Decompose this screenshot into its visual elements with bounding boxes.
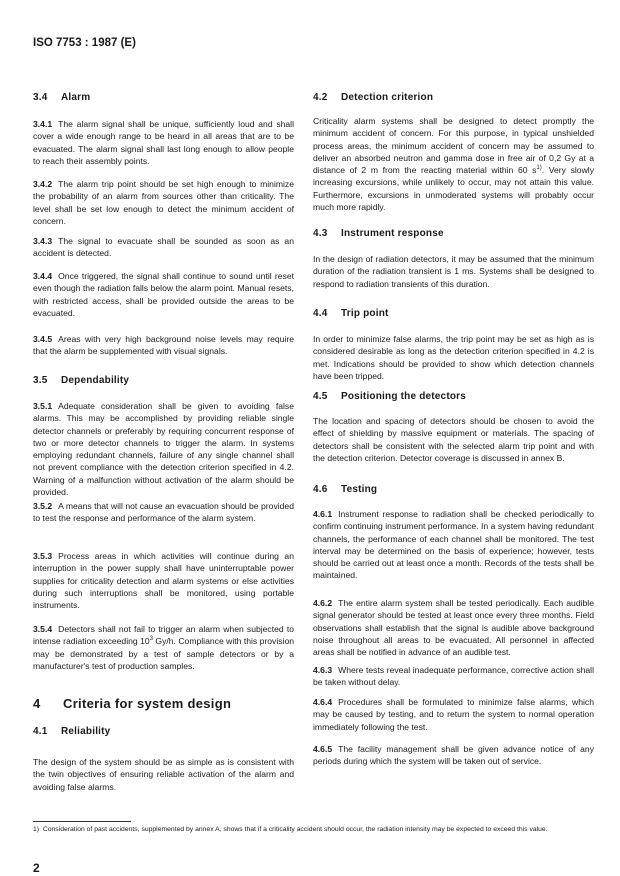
section-heading-4-1 [33, 726, 110, 737]
clause-number: 3.4.4 [33, 271, 53, 281]
section-number: 4.3 [313, 228, 328, 239]
clause-text: Where tests reveal inadequate performance, corrective action shall be taken without delay. [313, 665, 594, 688]
clause-text: Adequate consideration shall be given to avoiding false alarms. This may be accomplished by providing reliable single detector channels or preferably by requiring concurrent response of two or more detector channels to trigger the alarm. In systems employing redundant channels, failure of any single channel shall not prevent compliance with the detection criterion specified in 4.2. Warning of a malfunction without activation of the alarm should be provided. [33, 401, 294, 498]
clause-text: Process areas in which activities will continue during an interruption in the power supply shall have uninterruptable power supplies for criticality detection and alarm systems or else activities during such interruptions shall be monitored, using portable instruments. [33, 551, 294, 611]
page-number: 2 [33, 861, 40, 875]
paragraph-3-4-4 [33, 270, 294, 319]
clause-number: 3.5.1 [33, 401, 53, 411]
footnote-divider [33, 821, 131, 822]
section-number: 4.5 [313, 391, 328, 402]
section-number: 4.2 [313, 92, 328, 103]
clause-text: The facility management shall be given advance notice of any periods during which the system will be taken out of service. [313, 744, 594, 767]
section-title: Criteria for system design [63, 696, 232, 711]
section-heading-3-5 [33, 375, 129, 386]
clause-text: Instrument response to radiation shall be checked periodically to confirm continuing instrument performance. In a system having redundant channels, the performance of each channel shall be monitored. The test interval may be determined on the basis of experience; however, tests should be carried out at least once a month. Records of the tests shall be maintained. [313, 509, 594, 581]
section-heading-4-6 [313, 484, 377, 495]
paragraph-4-6-5 [313, 743, 594, 768]
clause-number: 4.6.5 [313, 744, 333, 754]
clause-text: Once triggered, the signal shall continue to sound until reset even though the radiation falls below the alarm point. Manual resets, with restricted access, shall be provided outside the areas to be evacuated. [33, 271, 294, 318]
paragraph-3-5-1 [33, 400, 294, 498]
section-heading-4-5 [313, 391, 466, 402]
clause-number: 3.4.5 [33, 334, 53, 344]
section-title: Detection criterion [341, 92, 434, 103]
section-number: 3.5 [33, 375, 48, 386]
clause-text: The location and spacing of detectors should be chosen to avoid the effect of shielding by massive equipment or materials. The spacing of detectors shall be consistent with the selected alarm trip point and with the detection criterion. Detector coverage is discussed in annex B. [313, 416, 594, 463]
section-heading-3-4 [33, 92, 90, 103]
clause-number: 3.4.1 [33, 119, 53, 129]
clause-number: 4.6.2 [313, 598, 333, 608]
section-number: 4.1 [33, 726, 48, 737]
chapter-heading-4 [33, 696, 231, 711]
clause-text: A means that will not cause an evacuation should be provided to test the response and performance of the alarm system. [33, 501, 294, 524]
clause-text: Detectors shall not fail to trigger an alarm when subjected to intense radiation exceeding 10 [33, 624, 294, 647]
section-title: Dependability [61, 375, 130, 386]
clause-number: 3.4.2 [33, 179, 53, 189]
paragraph-4-5 [313, 415, 594, 464]
clause-text: The signal to evacuate shall be sounded as soon as an accident is detected. [33, 236, 294, 259]
clause-number: 3.4.3 [33, 236, 53, 246]
section-number: 4.6 [313, 484, 328, 495]
superscript: 3 [149, 636, 153, 643]
clause-number: 3.5.3 [33, 551, 53, 561]
clause-text: The entire alarm system shall be tested periodically. Each audible signal generator should be tested at least once every three months. Field observations shall establish that the signal is audible above background noise throughout all areas to be evacuated. All personnel in affected areas shall be notified in advance of an audible test. [313, 598, 594, 658]
clause-text: Gy/h. Compliance with this provision may be demonstrated by a test of sample detectors or by a manufacturer's test of production samples. [33, 636, 295, 671]
section-heading-4-2 [313, 92, 433, 103]
paragraph-3-4-3 [33, 235, 294, 260]
paragraph-4-6-2 [313, 597, 594, 658]
footnote-mark: 1) [33, 826, 40, 833]
section-heading-4-4 [313, 308, 389, 319]
document-header: ISO 7753 : 1987 (E) [33, 37, 136, 49]
paragraph-3-5-3 [33, 550, 294, 611]
clause-number: 3.5.4 [33, 624, 53, 634]
paragraph-3-4-5 [33, 333, 294, 358]
paragraph-4-6-4 [313, 696, 594, 733]
footnote-reference: 1) [536, 165, 542, 172]
paragraph-4-4 [313, 333, 594, 382]
section-number: 4 [33, 696, 41, 711]
paragraph-4-6-1 [313, 508, 594, 582]
clause-text: Procedures shall be formulated to minimize false alarms, which may be caused by testing, and to return the system to normal operation immediately following the test. [313, 697, 594, 732]
section-title: Alarm [61, 92, 91, 103]
paragraph-4-2 [313, 115, 594, 213]
paragraph-3-5-4 [33, 623, 294, 672]
clause-number: 4.6.4 [313, 697, 333, 707]
clause-number: 4.6.1 [313, 509, 333, 519]
section-title: Testing [341, 484, 378, 495]
footnote-text: Consideration of past accidents, supplemented by annex A, shows that if a criticality accident should occur, the radiation intensity may be expected to exceed this value. [42, 826, 548, 833]
paragraph-4-6-3 [313, 664, 594, 689]
clause-number: 4.6.3 [313, 665, 333, 675]
clause-text: Areas with very high background noise levels may require that the alarm be supplemented with visual signals. [33, 334, 294, 357]
section-title: Reliability [61, 726, 111, 737]
clause-text: The design of the system should be as simple as is consistent with the twin objectives of ensuring reliable activation of the alarm and avoiding false alarms. [33, 757, 294, 792]
section-number: 3.4 [33, 92, 48, 103]
section-title: Instrument response [341, 228, 444, 239]
clause-text: . Very slowly increasing excursions, while unlikely to occur, may not attain this value. Furthermore, excursions in unmoderated systems will probably occur much more rapidly. [313, 165, 594, 213]
clause-text: Criticality alarm systems shall be designed to detect promptly the minimum accident of concern. For this purpose, in typical unshielded process areas, the minimum accident of concern may be assumed to deliver an absorbed neutron and gamma dose in free air of 0,2 Gy at a distance of 2 m from the reacting material within 60 s [313, 116, 594, 176]
section-title: Trip point [341, 308, 389, 319]
section-number: 4.4 [313, 308, 328, 319]
section-title: Positioning the detectors [341, 391, 467, 402]
paragraph-3-4-2 [33, 178, 294, 227]
paragraph-3-5-2 [33, 500, 294, 525]
clause-text: The alarm signal shall be unique, sufficiently loud and shall cover a wide enough range to be heard in all areas that are to be evacuated. The alarm signal shall last long enough to allow people to reach their assembly points. [33, 119, 294, 166]
clause-text: The alarm trip point should be set high enough to minimize the probability of an alarm from sources other than criticality. The level shall be set low enough to detect the minimum accident of concern. [33, 179, 294, 226]
paragraph-4-1 [33, 756, 294, 793]
clause-number: 3.5.2 [33, 501, 53, 511]
paragraph-4-3 [313, 253, 594, 290]
clause-text: In the design of radiation detectors, it may be assumed that the minimum duration of the radiation transient is 1 ms. Systems shall be designed to respond to radiation transients of this duration. [313, 254, 594, 289]
clause-text: In order to minimize false alarms, the trip point may be set as high as is considered desirable as long as the detection criterion specified in 4.2 is met. Indications should be provided to show which detection channels have been tripped. [313, 334, 594, 381]
footnote [33, 825, 593, 835]
section-heading-4-3 [313, 228, 444, 239]
paragraph-3-4-1 [33, 118, 294, 167]
